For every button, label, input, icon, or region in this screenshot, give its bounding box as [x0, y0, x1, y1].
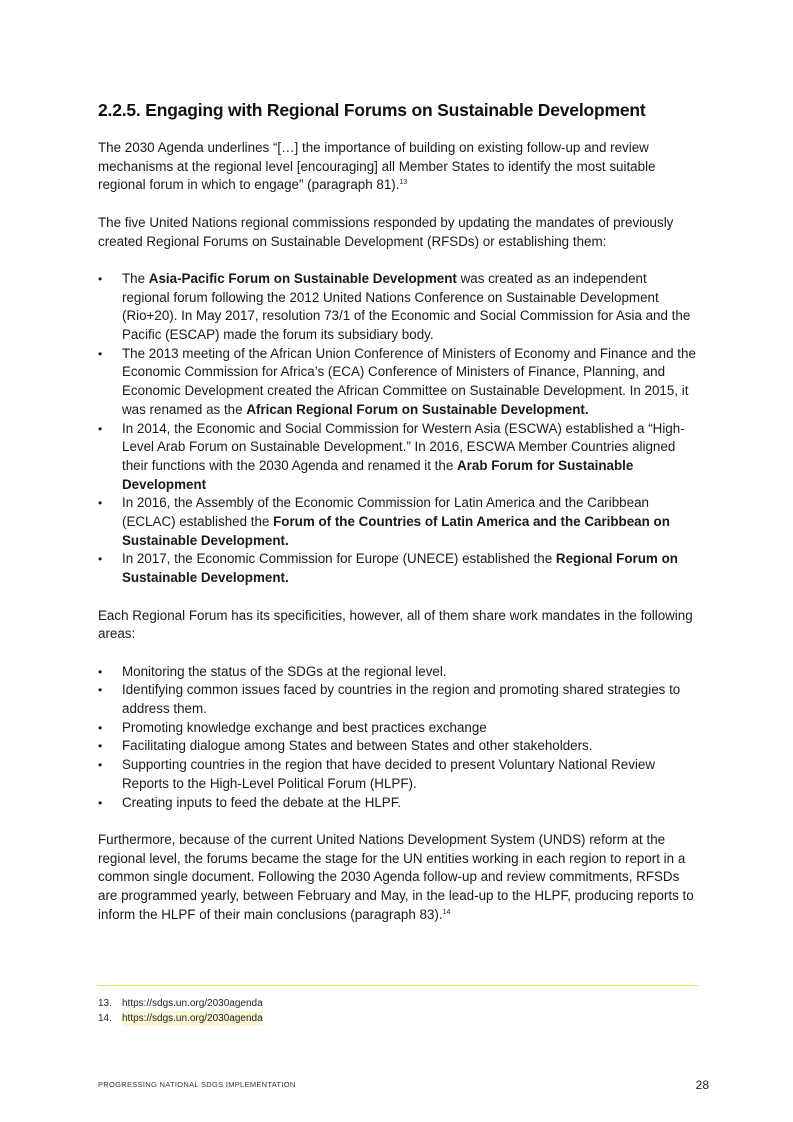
mandates-list: [98, 663, 698, 813]
footnote-link[interactable]: https://sdgs.un.org/2030agenda: [122, 998, 263, 1009]
footnote-link[interactable]: https://sdgs.un.org/2030agenda: [122, 1013, 263, 1024]
page-number: 28: [695, 1078, 709, 1092]
footnotes: [98, 996, 698, 1026]
mandate-item: • Creating inputs to feed the debate at the HLPF.: [98, 794, 698, 813]
running-footer: PROGRESSING NATIONAL SDGS IMPLEMENTATION: [98, 1080, 296, 1089]
mandate-item: • Identifying common issues faced by countries in the region and promoting shared strategies to address them.: [98, 681, 698, 718]
forum-item-africa: • The 2013 meeting of the African Union Conference of Ministers of Economy and Finance and the Economic Commission for Africa’s (ECA) Conference of Ministers of Finance, Planning, and Economic Development created the African Committee on Sustainable Development. In 2015, it was renamed as the African Regional Forum on Sustainable Development.: [98, 345, 698, 420]
forum-item-latin-america: • In 2016, the Assembly of the Economic Commission for Latin America and the Caribbean (ECLAC) established the Forum of the Countries of Latin America and the Caribbean on Sustainable Development.: [98, 494, 698, 550]
footnote-number: 13.: [98, 998, 112, 1009]
footnote-14: [98, 1011, 698, 1026]
footnote-ref-13[interactable]: 13: [399, 179, 408, 187]
mandate-item: • Monitoring the status of the SDGs at the regional level.: [98, 663, 698, 682]
footnote-number: 14.: [98, 1013, 112, 1024]
mandate-item: • Supporting countries in the region that have decided to present Voluntary National Review Reports to the High-Level Political Forum (HLPF).: [98, 756, 698, 793]
commissions-paragraph: The five United Nations regional commissions responded by updating the mandates of previously created Regional Forums on Sustainable Development (RFSDs) or establishing them:: [98, 214, 674, 249]
mandate-item: • Promoting knowledge exchange and best practices exchange: [98, 719, 698, 738]
forums-list: [98, 270, 698, 588]
forum-item-europe: • In 2017, the Economic Commission for Europe (UNECE) established the Regional Forum on Sustainable Development.: [98, 550, 698, 587]
footnote-divider: [98, 985, 698, 986]
footnote-ref-14[interactable]: 14: [442, 908, 451, 916]
footnote-13: [98, 996, 698, 1011]
intro-text: The 2030 Agenda underlines “[…] the importance of building on existing follow-up and review mechanisms at the regional level [encouraging] all Member States to identify the most suitable regional forum in which to engage” (paragraph 81).: [98, 140, 656, 193]
forum-item-arab: • In 2014, the Economic and Social Commission for Western Asia (ESCWA) established a “High-Level Arab Forum on Sustainable Development.” In 2016, ESCWA Member Countries aligned their functions with the 2030 Agenda and renamed it the Arab Forum for Sustainable Development: [98, 420, 698, 495]
forum-item-asia-pacific: • The Asia-Pacific Forum on Sustainable Development was created as an independent regional forum following the 2012 United Nations Conference on Sustainable Development (Rio+20). In May 2017, resolution 73/1 of the Economic and Social Commission for Asia and the Pacific (ESCAP) made the forum its subsidiary body.: [98, 270, 698, 345]
page-body: [98, 98, 698, 924]
section-heading: 2.2.5. Engaging with Regional Forums on Sustainable Development: [98, 100, 646, 120]
intro-paragraph: [98, 139, 698, 195]
mandates-paragraph: Each Regional Forum has its specificities, however, all of them share work mandates in the following areas:: [98, 607, 693, 642]
closing-text: Furthermore, because of the current United Nations Development System (UNDS) reform at the regional level, the forums became the stage for the UN entities working in each region to report in a common single document. Following the 2030 Agenda follow-up and review commitments, RFSDs are programmed yearly, between February and May, in the lead-up to the HLPF, producing reports to inform the HLPF of their main conclusions (paragraph 83).: [98, 831, 694, 922]
closing-paragraph: [98, 831, 698, 925]
mandate-item: • Facilitating dialogue among States and between States and other stakeholders.: [98, 737, 698, 756]
